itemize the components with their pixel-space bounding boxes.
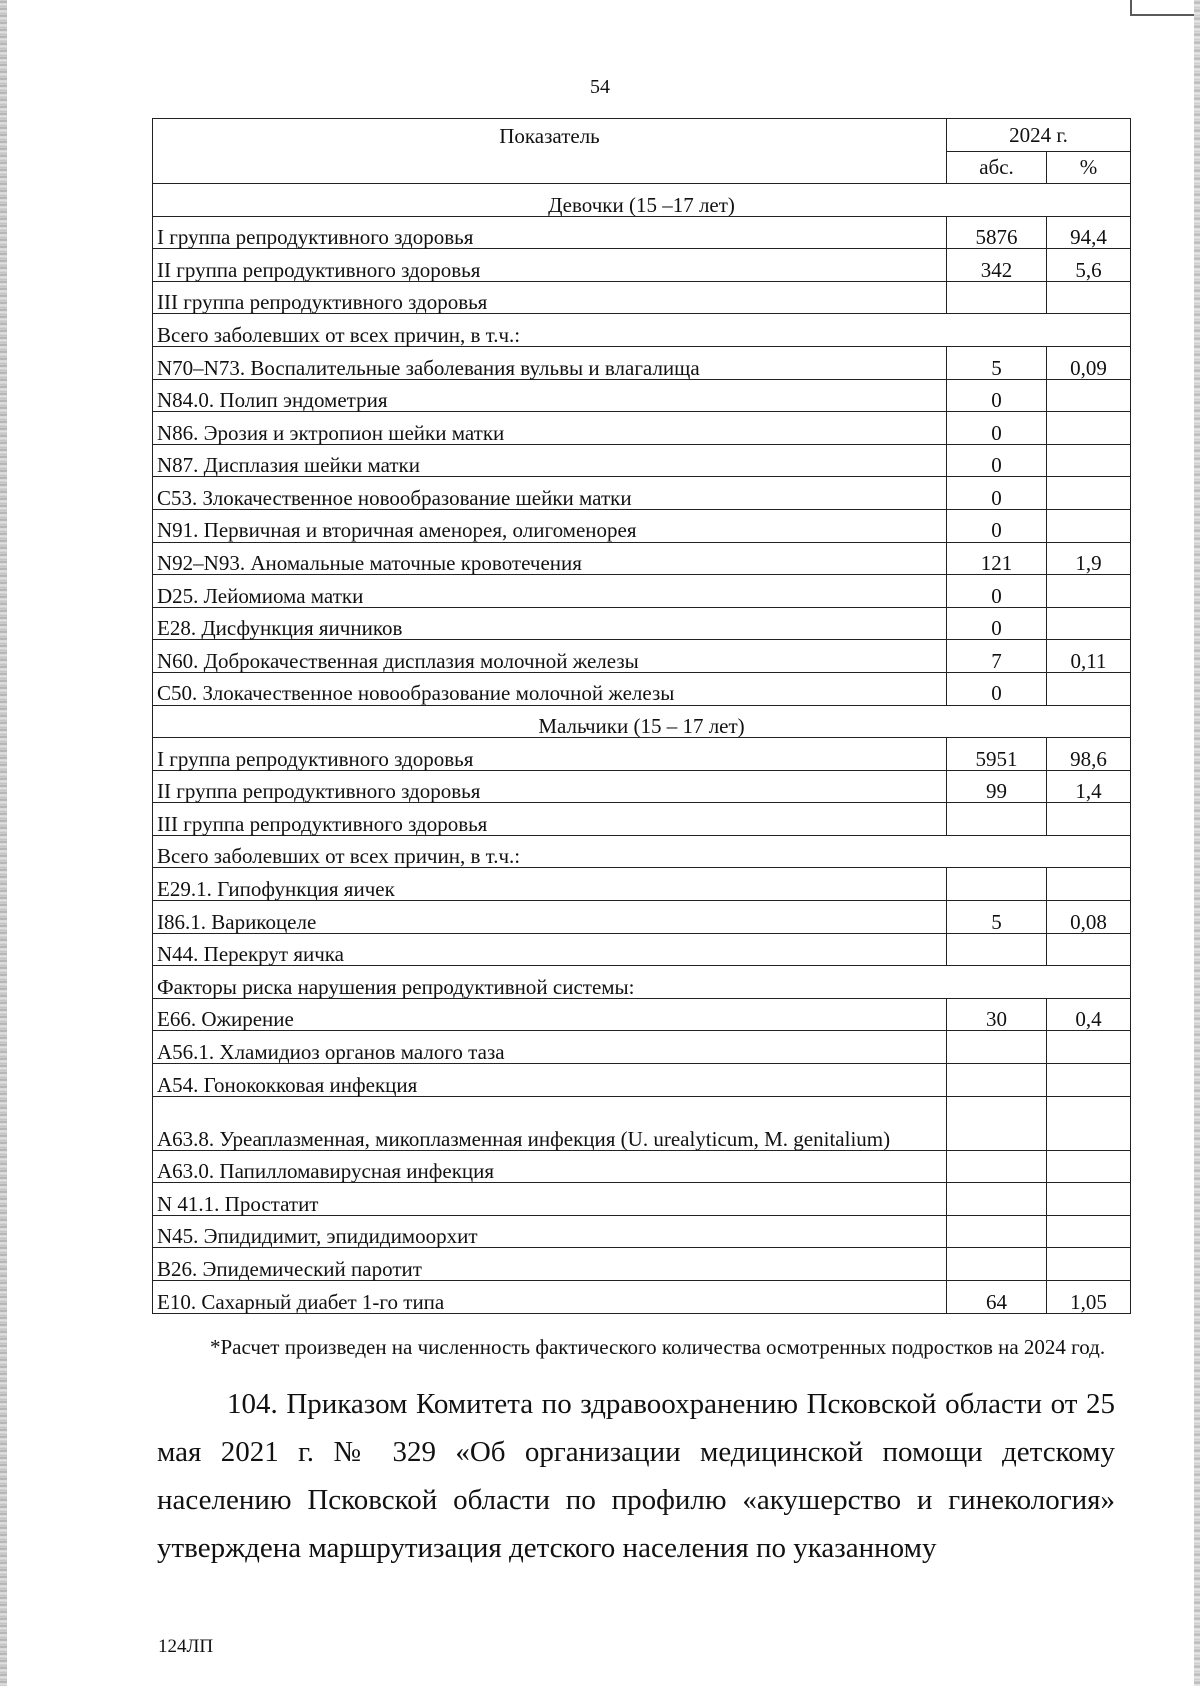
- table-row: [153, 1031, 1131, 1064]
- table-row: [153, 998, 1131, 1031]
- indicator-cell: N44. Перекрут яичка: [153, 933, 947, 966]
- indicator-cell: A63.8. Уреаплазменная, микоплазменная инфекция (U. urealyticum, M. genitalium): [153, 1096, 947, 1150]
- abs-value-cell: 7: [947, 640, 1047, 673]
- indicator-cell: II группа репродуктивного здоровья: [153, 770, 947, 803]
- table-row: [153, 1150, 1131, 1183]
- table-row: [153, 542, 1131, 575]
- table-row: [153, 640, 1131, 673]
- indicator-cell: I86.1. Варикоцеле: [153, 901, 947, 934]
- abs-value-cell: 5951: [947, 738, 1047, 771]
- indicator-cell: E66. Ожирение: [153, 998, 947, 1031]
- percent-cell: [1047, 575, 1131, 608]
- percent-cell: [1047, 477, 1131, 510]
- percent-cell: [1047, 803, 1131, 836]
- indicator-cell: E28. Дисфункция яичников: [153, 607, 947, 640]
- abs-value-cell: [947, 868, 1047, 901]
- table-row: [153, 1183, 1131, 1216]
- table-row: [153, 1064, 1131, 1097]
- percent-cell: 0,11: [1047, 640, 1131, 673]
- abs-value-cell: 64: [947, 1281, 1047, 1314]
- table-row: [153, 216, 1131, 249]
- indicator-cell: I группа репродуктивного здоровья: [153, 216, 947, 249]
- percent-cell: 1,4: [1047, 770, 1131, 803]
- scan-edge-left: [0, 0, 7, 1686]
- abs-value-cell: [947, 1064, 1047, 1097]
- page-number: 54: [590, 76, 610, 98]
- abs-value-cell: 0: [947, 444, 1047, 477]
- header-abs: абс.: [947, 152, 1047, 184]
- abs-value-cell: 0: [947, 477, 1047, 510]
- abs-value-cell: 0: [947, 509, 1047, 542]
- indicator-cell: II группа репродуктивного здоровья: [153, 249, 947, 282]
- section-title: Мальчики (15 – 17 лет): [153, 705, 1131, 738]
- indicator-cell: N 41.1. Простатит: [153, 1183, 947, 1216]
- table-row: [153, 412, 1131, 445]
- percent-cell: 94,4: [1047, 216, 1131, 249]
- table-row: [153, 1215, 1131, 1248]
- indicator-cell: E29.1. Гипофункция яичек: [153, 868, 947, 901]
- table-row: [153, 444, 1131, 477]
- percent-cell: [1047, 281, 1131, 314]
- percent-cell: [1047, 509, 1131, 542]
- table-row: [153, 1096, 1131, 1150]
- indicator-cell: C53. Злокачественное новообразование шейки матки: [153, 477, 947, 510]
- percent-cell: [1047, 1183, 1131, 1216]
- percent-cell: [1047, 1215, 1131, 1248]
- header-year: 2024 г.: [947, 119, 1131, 152]
- indicator-cell: III группа репродуктивного здоровья: [153, 803, 947, 836]
- indicator-cell: D25. Лейомиома матки: [153, 575, 947, 608]
- indicator-cell: N86. Эрозия и эктропион шейки матки: [153, 412, 947, 445]
- percent-cell: [1047, 1031, 1131, 1064]
- indicator-cell: N84.0. Полип эндометрия: [153, 379, 947, 412]
- header-pct: %: [1047, 152, 1131, 184]
- abs-value-cell: 5: [947, 346, 1047, 379]
- table-row: [153, 901, 1131, 934]
- section-title: Девочки (15 –17 лет): [153, 184, 1131, 217]
- abs-value-cell: [947, 1183, 1047, 1216]
- health-indicators-table: [152, 118, 1131, 1314]
- indicator-cell: E10. Сахарный диабет 1-го типа: [153, 1281, 947, 1314]
- percent-cell: [1047, 1064, 1131, 1097]
- table-row: [153, 672, 1131, 705]
- table-row: [153, 738, 1131, 771]
- abs-value-cell: 342: [947, 249, 1047, 282]
- document-code: 124ЛП: [158, 1636, 214, 1657]
- table-row: [153, 966, 1131, 999]
- table-row: [153, 314, 1131, 347]
- group-label: Всего заболевших от всех причин, в т.ч.:: [153, 314, 1131, 347]
- abs-value-cell: [947, 1096, 1047, 1150]
- abs-value-cell: 0: [947, 575, 1047, 608]
- indicator-cell: I группа репродуктивного здоровья: [153, 738, 947, 771]
- percent-cell: [1047, 1150, 1131, 1183]
- table-row: [153, 379, 1131, 412]
- table-row: [153, 868, 1131, 901]
- table-row: [153, 575, 1131, 608]
- percent-cell: [1047, 379, 1131, 412]
- abs-value-cell: [947, 803, 1047, 836]
- abs-value-cell: 121: [947, 542, 1047, 575]
- indicator-cell: C50. Злокачественное новообразование молочной железы: [153, 672, 947, 705]
- indicator-cell: B26. Эпидемический паротит: [153, 1248, 947, 1281]
- percent-cell: [1047, 1248, 1131, 1281]
- indicator-cell: N60. Доброкачественная дисплазия молочной железы: [153, 640, 947, 673]
- table-row: [153, 933, 1131, 966]
- percent-cell: [1047, 412, 1131, 445]
- indicator-cell: N92–N93. Аномальные маточные кровотечения: [153, 542, 947, 575]
- percent-cell: 0,08: [1047, 901, 1131, 934]
- abs-value-cell: 0: [947, 672, 1047, 705]
- abs-value-cell: [947, 1150, 1047, 1183]
- abs-value-cell: 0: [947, 412, 1047, 445]
- table-row: [153, 1248, 1131, 1281]
- abs-value-cell: [947, 1215, 1047, 1248]
- indicator-cell: A63.0. Папилломавирусная инфекция: [153, 1150, 947, 1183]
- table-row: [153, 249, 1131, 282]
- table-row: [153, 346, 1131, 379]
- scan-edge-right: [1194, 0, 1200, 1686]
- abs-value-cell: 0: [947, 379, 1047, 412]
- abs-value-cell: 5: [947, 901, 1047, 934]
- table-section-row: [153, 184, 1131, 217]
- abs-value-cell: 5876: [947, 216, 1047, 249]
- table-row: [153, 803, 1131, 836]
- percent-cell: 1,9: [1047, 542, 1131, 575]
- percent-cell: 5,6: [1047, 249, 1131, 282]
- table-section-row: [153, 705, 1131, 738]
- indicator-cell: N70–N73. Воспалительные заболевания вульвы и влагалища: [153, 346, 947, 379]
- indicator-cell: III группа репродуктивного здоровья: [153, 281, 947, 314]
- table-row: [153, 835, 1131, 868]
- table-header-row: [153, 119, 1131, 152]
- percent-cell: [1047, 933, 1131, 966]
- percent-cell: [1047, 1096, 1131, 1150]
- abs-value-cell: [947, 1031, 1047, 1064]
- table-row: [153, 1281, 1131, 1314]
- indicator-cell: N87. Дисплазия шейки матки: [153, 444, 947, 477]
- percent-cell: [1047, 672, 1131, 705]
- body-paragraph: 104. Приказом Комитета по здравоохранению Псковской области от 25 мая 2021 г. № 329 «Об организации медицинской помощи детскому населению Псковской области по профилю «акушерство и гинекология» утверждена маршрутизация детского населения по указанному: [157, 1388, 1115, 1564]
- indicator-cell: N45. Эпидидимит, эпидидимоорхит: [153, 1215, 947, 1248]
- percent-cell: 0,4: [1047, 998, 1131, 1031]
- indicator-cell: A54. Гонококковая инфекция: [153, 1064, 947, 1097]
- abs-value-cell: [947, 933, 1047, 966]
- indicator-cell: A56.1. Хламидиоз органов малого таза: [153, 1031, 947, 1064]
- percent-cell: [1047, 868, 1131, 901]
- indicator-cell: N91. Первичная и вторичная аменорея, олигоменорея: [153, 509, 947, 542]
- abs-value-cell: 0: [947, 607, 1047, 640]
- abs-value-cell: 30: [947, 998, 1047, 1031]
- percent-cell: 0,09: [1047, 346, 1131, 379]
- group-label: Всего заболевших от всех причин, в т.ч.:: [153, 835, 1131, 868]
- table-body: [153, 184, 1131, 1314]
- header-indicator: Показатель: [153, 119, 947, 184]
- group-label: Факторы риска нарушения репродуктивной системы:: [153, 966, 1131, 999]
- table-row: [153, 477, 1131, 510]
- abs-value-cell: [947, 281, 1047, 314]
- percent-cell: [1047, 444, 1131, 477]
- abs-value-cell: [947, 1248, 1047, 1281]
- percent-cell: [1047, 607, 1131, 640]
- percent-cell: 1,05: [1047, 1281, 1131, 1314]
- scan-corner-mark: [1130, 0, 1194, 16]
- percent-cell: 98,6: [1047, 738, 1131, 771]
- footnote: *Расчет произведен на численность фактического количества осмотренных подростков на 2024 год.: [210, 1335, 1106, 1359]
- table-row: [153, 509, 1131, 542]
- abs-value-cell: 99: [947, 770, 1047, 803]
- table-row: [153, 281, 1131, 314]
- table-row: [153, 607, 1131, 640]
- table-row: [153, 770, 1131, 803]
